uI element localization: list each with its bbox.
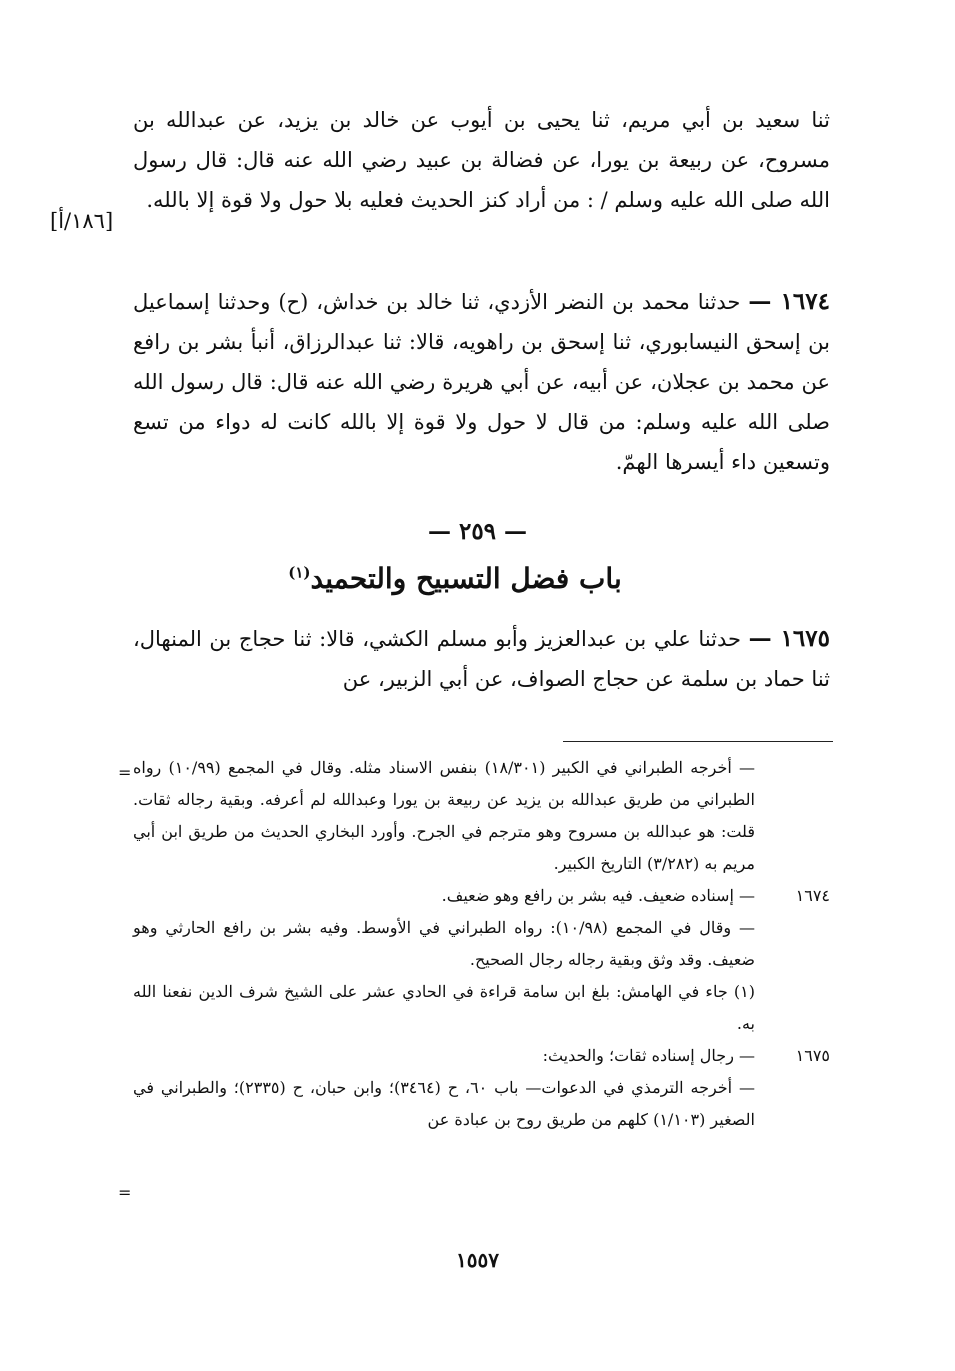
footnotes bbox=[133, 752, 830, 1136]
hadith-1674 bbox=[133, 282, 830, 482]
footnote-continues-mark: = bbox=[118, 1183, 132, 1202]
footnote-1673 bbox=[133, 752, 830, 880]
footnote-number: ١٦٧٤ bbox=[795, 886, 830, 905]
footnote-margin-note bbox=[133, 976, 830, 1040]
footnote-continuation-mark: = bbox=[118, 763, 132, 782]
hadith-number-1674: ١٦٧٤ — bbox=[748, 288, 830, 315]
chapter-title-note: (١) bbox=[288, 563, 311, 582]
footnote-text: (١) جاء في الهامش: بلغ ابن سامة قراءة في الحادي عشر على الشيخ شرف الدين نفعنا الله به. bbox=[133, 982, 755, 1033]
footnote-text: — أخرجه الترمذي في الدعوات— باب ٦٠، ح (٣٤٦٤)؛ وابن حبان، ح (٢٣٣٥)؛ والطبراني في الصغير (١/١٠٣) كلهم من طريق روح بن عبادة عن bbox=[133, 1078, 756, 1129]
paragraph-1673-end: ثنا سعيد بن أبي مريم، ثنا يحيى بن أيوب عن خالد بن يزيد، عن عبدالله بن مسروح، عن ربيعة بن يورا، عن فضالة بن عبيد رضي الله عنه قال: قال رسول الله صلى الله عليه وسلم / : من أراد كنز الحديث فعليه بلا حول ولا قوة إلا بالله. bbox=[133, 108, 830, 212]
footnote-1675 bbox=[133, 1040, 830, 1072]
footnote-divider bbox=[563, 741, 833, 742]
footnote-text: — أخرجه الطبراني في الكبير (١٨/٣٠١) بنفس الاسناد مثله. وقال في المجمع (١٠/٩٩) رواه الطبراني من طريق عبدالله بن يزيد عن ربيعة بن يورا وعبدالله لم أعرفه. وبقية رجاله ثقات. قلت: هو عبدالله بن مسروح وهو مترجم في الجرح. وأورد البخاري الحديث من طريق ابن أبي مريم به (٣/٢٨٢) التاريخ الكبير. bbox=[133, 758, 756, 873]
hadith-text-1675: حدثنا علي بن عبدالعزيز وأبو مسلم الكشي، قالا: ثنا حجاج بن المنهال، ثنا حماد بن سلمة عن حجاج الصواف، عن أبي الزبير، عن bbox=[133, 627, 830, 691]
chapter-number: — ٢٥٩ — bbox=[427, 518, 528, 545]
footnote-number: ١٦٧٥ bbox=[795, 1046, 830, 1065]
footnote-1674 bbox=[133, 880, 830, 912]
hadith-1675 bbox=[133, 619, 830, 699]
page-number: ١٥٥٧ bbox=[456, 1248, 499, 1272]
footnote-text: — إسناده ضعيف. فيه بشر بن رافع وهو ضعيف. bbox=[441, 886, 755, 905]
footnote-text: — رجال إسناده ثقات؛ والحديث: bbox=[542, 1046, 755, 1065]
footnote-1674-majma bbox=[133, 912, 830, 976]
footnote-1675-takhrij bbox=[133, 1072, 830, 1136]
chapter-title-text: باب فضل التسبيح والتحميد bbox=[310, 562, 622, 595]
footnote-text: — وقال في المجمع (١٠/٩٨): رواه الطبراني في الأوسط. وفيه بشر بن رافع الحارثي وهو ضعيف. وقد وثق وبقية رجاله رجال الصحيح. bbox=[133, 918, 756, 969]
hadith-text-1674: حدثنا محمد بن النضر الأزدي، ثنا خالد بن خداش، (ح) وحدثنا إسماعيل بن إسحق النيسابوري، ثنا إسحق بن راهويه، قالا: ثنا عبدالرزاق، أنبأ بشر بن رافع عن محمد بن عجلان، عن أبيه، عن أبي هريرة رضي الله عنه قال: قال رسول الله صلى الله عليه وسلم: من قال لا حول ولا قوة إلا بالله كانت له دواء من تسع وتسعين داء أيسرها الهمّ. bbox=[133, 290, 830, 474]
chapter-title bbox=[255, 562, 655, 595]
manuscript-folio-reference: [١٨٦/أ] bbox=[50, 209, 114, 233]
hadith-number-1675: ١٦٧٥ — bbox=[748, 625, 830, 652]
